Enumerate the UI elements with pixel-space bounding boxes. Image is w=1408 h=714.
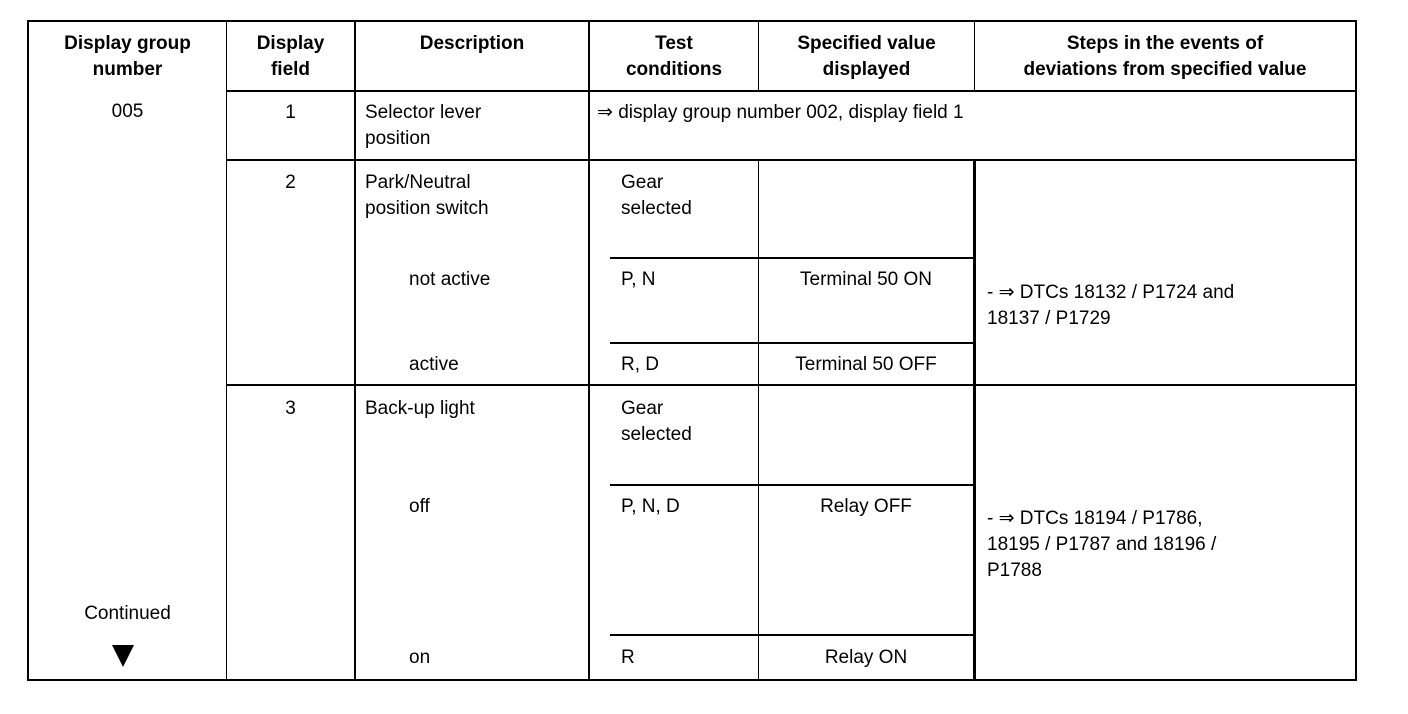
row-2-state-b-value: Terminal 50 OFF bbox=[795, 354, 937, 375]
row-3-state-b-test: R bbox=[621, 647, 635, 668]
test-header-line: selected bbox=[621, 424, 692, 445]
test-header-line: Gear bbox=[621, 398, 664, 419]
row-2-state-a-label: not active bbox=[409, 269, 491, 290]
description-line: Selector lever bbox=[365, 102, 482, 123]
header-line: Display group bbox=[64, 33, 191, 54]
row-1-description bbox=[365, 100, 481, 152]
row-3-state-b-label: on bbox=[409, 647, 431, 668]
header-line: Description bbox=[419, 33, 525, 54]
row-2-field: 2 bbox=[285, 172, 296, 193]
header-test-conditions bbox=[590, 31, 758, 83]
row-3-test-header bbox=[621, 396, 692, 448]
row-2-test-header bbox=[621, 170, 692, 222]
header-line: Steps in the events of bbox=[1066, 33, 1264, 54]
steps-line: - ⇒ DTCs 18194 / P1786, bbox=[987, 508, 1203, 529]
row-3-field: 3 bbox=[285, 398, 296, 419]
header-line: Test bbox=[655, 33, 693, 54]
row-3-sub-divider-a bbox=[610, 484, 976, 486]
col-divider-5-body bbox=[973, 160, 976, 681]
header-display-group-number bbox=[29, 31, 226, 83]
row-2-divider bbox=[226, 384, 1357, 386]
row-3-description bbox=[365, 396, 475, 422]
header-specified-value bbox=[759, 31, 974, 83]
description-line: Park/Neutral bbox=[365, 172, 471, 193]
table-border-right bbox=[1355, 20, 1357, 681]
header-divider bbox=[226, 90, 1357, 92]
row-3-state-b-value: Relay ON bbox=[824, 647, 908, 668]
description-line: Back-up light bbox=[365, 398, 475, 419]
row-2-state-a-test: P, N bbox=[621, 269, 656, 290]
description-line: position bbox=[365, 128, 431, 149]
row-3-steps bbox=[987, 506, 1216, 584]
row-2-sub-divider-b bbox=[610, 342, 976, 344]
header-line: number bbox=[92, 59, 163, 80]
header-line: displayed bbox=[822, 59, 911, 80]
col-divider-4-body bbox=[758, 160, 759, 681]
row-3-state-a-test: P, N, D bbox=[621, 496, 680, 517]
header-line: Display bbox=[256, 33, 325, 54]
row-3-sub-divider-b bbox=[610, 634, 976, 636]
header-steps-deviation bbox=[975, 31, 1355, 83]
steps-line: - ⇒ DTCs 18132 / P1724 and bbox=[987, 282, 1235, 303]
header-description bbox=[356, 31, 588, 57]
header-line: deviations from specified value bbox=[1023, 59, 1307, 80]
row-2-description bbox=[365, 170, 489, 222]
steps-line: P1788 bbox=[987, 560, 1042, 581]
continued-label: Continued bbox=[84, 603, 171, 624]
steps-line: 18195 / P1787 and 18196 / bbox=[987, 534, 1217, 555]
header-display-field bbox=[227, 31, 354, 83]
row-2-state-a-value: Terminal 50 ON bbox=[800, 269, 932, 290]
display-group-number: 005 bbox=[111, 101, 144, 122]
col-divider-3 bbox=[588, 20, 590, 681]
row-3-state-a-label: off bbox=[409, 496, 430, 517]
row-1-divider bbox=[226, 159, 1357, 161]
arrow-down-icon bbox=[112, 645, 134, 667]
row-3-state-a-value: Relay OFF bbox=[820, 496, 912, 517]
description-line: position switch bbox=[365, 198, 489, 219]
test-header-line: selected bbox=[621, 198, 692, 219]
row-2-sub-divider-a bbox=[610, 257, 976, 259]
row-2-state-b-label: active bbox=[409, 354, 459, 375]
col-divider-2 bbox=[354, 20, 356, 681]
steps-line: 18137 / P1729 bbox=[987, 308, 1111, 329]
row-1-reference: ⇒ display group number 002, display field 1 bbox=[597, 102, 964, 123]
header-line: Specified value bbox=[797, 33, 936, 54]
header-line: field bbox=[270, 59, 311, 80]
test-header-line: Gear bbox=[621, 172, 664, 193]
row-2-state-b-test: R, D bbox=[621, 354, 659, 375]
header-line: conditions bbox=[625, 59, 723, 80]
row-2-steps bbox=[987, 280, 1234, 332]
row-1-field: 1 bbox=[285, 102, 296, 123]
